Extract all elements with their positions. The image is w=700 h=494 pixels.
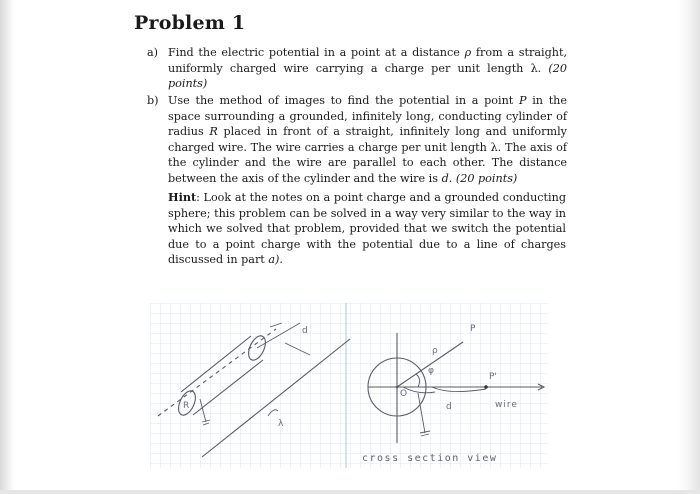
label-rho: ρ [432,346,438,356]
part-a-text: Find the electric potential in a point at a distance ρ from a straight, uniformly charged wire carrying a charge per unit length λ. (20 points) [168,46,567,91]
label-d-cross: d [446,402,452,412]
hint-label: Hint [168,190,197,204]
label-R: R [183,401,190,411]
right-page-shadow [678,0,700,494]
label-P: P [470,324,476,334]
part-b-label: b) [147,94,159,107]
label-P-prime: P' [489,372,497,382]
part-a-points: (20 points) [168,61,567,91]
label-phi: φ [428,366,434,376]
left-page-shadow [0,0,14,494]
label-wire: wire [495,400,518,410]
label-lambda: λ [278,419,284,429]
part-a [147,45,567,92]
wire-point [484,385,488,389]
figure-svg [150,303,548,476]
part-b [147,93,567,187]
problem-title: Problem 1 [134,12,246,34]
label-d: d [302,326,308,336]
part-b-text: Use the method of images to find the potential in a point P in the space surrounding a grounded, infinitely long, conducting cylinder of radius R placed in front of a straight, infinitely long and uniformly charged wire. The wire carries a charge per unit length λ. The axis of the cylinder and the wire are parallel to each other. The distance between the axis of the cylinder and the wire is d. (20 points) [168,94,568,185]
part-a-label: a) [147,46,159,59]
part-b-points: (20 points) [455,171,518,185]
graph-paper-grid [150,303,548,468]
figure-caption: cross section view [362,453,498,464]
origin-point [396,386,399,389]
label-O: O [400,389,408,399]
figure-sketch [150,303,548,476]
hint-paragraph: Hint: Look at the notes on a point charge and a grounded conducting sphere; this problem can be solved in a way very similar to the way in which we solved that problem, provided that we switch the potential due to a point charge with the potential due to a line of charges discussed in part a). [168,190,566,267]
bottom-page-edge [0,490,700,494]
